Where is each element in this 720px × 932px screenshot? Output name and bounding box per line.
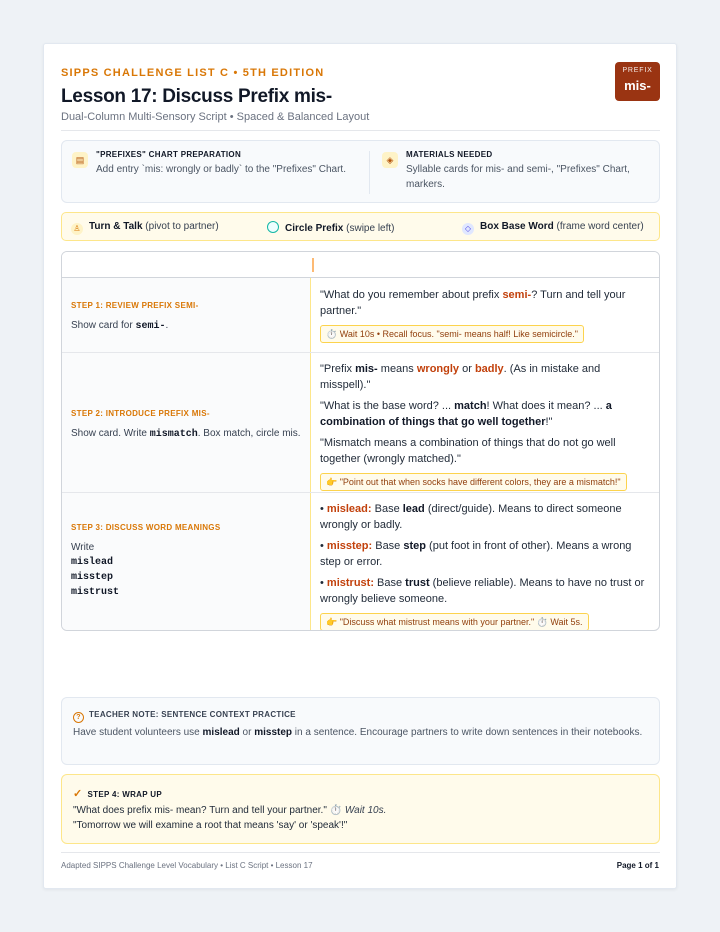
- page-title: Lesson 17: Discuss Prefix mis-: [61, 86, 332, 107]
- badge-value: mis-: [624, 78, 651, 93]
- step-1-heading: STEP 1: REVIEW PREFIX SEMI-: [71, 301, 199, 310]
- teacher-note-text: Have student volunteers use mislead or misstep in a sentence. Encourage partners to write down sentences in their notebooks.: [73, 727, 643, 738]
- legend-bar: [61, 212, 660, 241]
- footer-divider: [61, 852, 660, 853]
- legend-detail: (frame word center): [553, 221, 644, 232]
- teacher-note: [61, 697, 660, 765]
- series-label: SIPPS CHALLENGE LIST C • 5TH EDITION: [61, 67, 325, 79]
- table-header: [62, 252, 659, 278]
- legend-detail: (swipe left): [343, 223, 395, 234]
- word-meaning-item: • misstep: Base step (put foot in front of other). Means a wrong step or error.: [320, 540, 632, 568]
- step-2-heading: STEP 2: INTRODUCE PREFIX MIS-: [71, 409, 210, 418]
- header-divider: [61, 130, 660, 131]
- script-line: "What do you remember about prefix semi-? Turn and tell your partner.": [320, 289, 626, 317]
- step-2-instructions: [62, 353, 310, 492]
- materials-needed-column: [382, 150, 652, 192]
- cube-icon: ◇: [462, 223, 474, 235]
- timer-cue: ⏱️ Wait 10s • Recall focus. "semi- means half! Like semicircle.": [320, 325, 584, 343]
- legend-detail: (pivot to partner): [142, 221, 219, 232]
- chart-prep-column: [72, 150, 362, 177]
- step-3-row: [62, 493, 659, 631]
- check-icon: ✓: [73, 788, 83, 800]
- legend-turn-talk: [71, 221, 219, 235]
- materials-needed-text: Syllable cards for mis- and semi-, "Prefixes" Chart, markers.: [406, 164, 630, 190]
- wrap-up-heading: ✓ STEP 4: WRAP UP: [73, 788, 162, 800]
- circle-icon: [267, 221, 279, 233]
- step-3-instruction: Write mislead misstep mistrust: [71, 540, 303, 600]
- pointer-cue: 👉 "Point out that when socks have different colors, they are a mismatch!": [320, 473, 627, 491]
- wrap-up-text: "What does prefix mis- mean? Turn and tell your partner." ⏱️ Wait 10s. "Tomorrow we will examine a root that means 'say' or 'speak'!": [73, 805, 387, 831]
- text-cursor: [312, 258, 314, 272]
- pointer-cue: 👉 "Discuss what mistrust means with your partner." ⏱️ Wait 5s.: [320, 613, 589, 631]
- materials-divider: [369, 151, 370, 194]
- step-3-instructions: [62, 493, 310, 631]
- materials-box: [61, 140, 660, 203]
- question-icon: ?: [73, 712, 84, 723]
- page-subtitle: Dual-Column Multi-Sensory Script • Spaced & Balanced Layout: [61, 111, 370, 123]
- step-1-row: [62, 278, 659, 353]
- step-1-script: [320, 287, 652, 343]
- box-icon: ◈: [382, 152, 398, 168]
- script-line: "Mismatch means a combination of things that do not go well together (wrongly matched).": [320, 437, 616, 465]
- legend-label: Box Base Word: [480, 221, 554, 232]
- footer-source: Adapted SIPPS Challenge Level Vocabulary • List C Script • Lesson 17: [61, 861, 313, 870]
- chart-prep-text: Add entry `mis: wrongly or badly` to the "Prefixes" Chart.: [96, 164, 346, 175]
- wrap-up-box: [61, 774, 660, 844]
- script-line: "Prefix mis- means wrongly or badly. (As in mistake and misspell).": [320, 363, 601, 391]
- clipboard-icon: ▤: [72, 152, 88, 168]
- step-3-script: [320, 501, 652, 631]
- step-1-instruction: Show card for semi-.: [71, 320, 169, 332]
- users-icon: ♙: [71, 223, 83, 235]
- script-line: "What is the base word? ... match! What does it mean? ... a combination of things that go well together!": [320, 400, 612, 428]
- word-meaning-item: • mistrust: Base trust (believe reliable). Means to have no trust or wrongly believe someone.: [320, 577, 645, 605]
- word-misstep: misstep: [71, 572, 114, 583]
- badge-label: PREFIX: [622, 67, 653, 74]
- chart-prep-heading: "PREFIXES" CHART PREPARATION: [96, 150, 242, 159]
- script-table: [61, 251, 660, 631]
- teacher-note-heading: ? TEACHER NOTE: SENTENCE CONTEXT PRACTICE: [73, 710, 296, 723]
- word-mistrust: mistrust: [71, 587, 120, 598]
- step-2-instruction: Show card. Write mismatch. Box match, circle mis.: [71, 428, 301, 440]
- step-2-script: [320, 361, 652, 491]
- prefix-badge: [615, 62, 660, 101]
- legend-label: Turn & Talk: [89, 221, 143, 232]
- word-mislead: mislead: [71, 557, 114, 568]
- lesson-page: [43, 43, 677, 889]
- legend-box-base-word: [462, 221, 644, 235]
- legend-circle-prefix: [267, 221, 395, 234]
- word-meaning-item: • mislead: Base lead (direct/guide). Means to direct someone wrongly or badly.: [320, 503, 622, 531]
- materials-needed-heading: MATERIALS NEEDED: [406, 150, 493, 159]
- legend-label: Circle Prefix: [285, 223, 344, 234]
- page-number: Page 1 of 1: [616, 861, 659, 870]
- step-1-instructions: [62, 278, 310, 352]
- step-2-row: [62, 353, 659, 493]
- step-3-heading: STEP 3: DISCUSS WORD MEANINGS: [71, 523, 221, 532]
